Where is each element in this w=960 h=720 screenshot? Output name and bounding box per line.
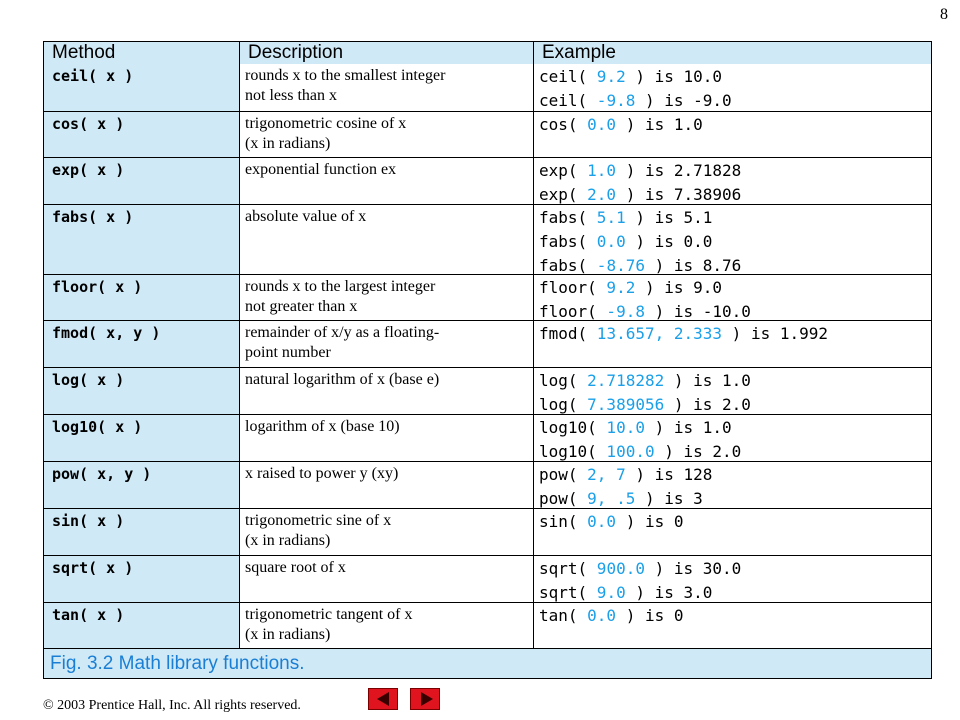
example-cell xyxy=(534,64,931,111)
example-cell xyxy=(534,158,931,204)
example-result: is 1.0 xyxy=(683,371,751,390)
example-function: fabs( xyxy=(539,256,588,275)
example-arguments: 2.0 xyxy=(577,185,626,204)
example-close-paren: ) xyxy=(673,371,684,390)
example-arguments: 13.657, 2.333 xyxy=(587,324,732,343)
description-line: point number xyxy=(245,344,331,361)
method-cell: sqrt( x ) xyxy=(44,556,240,602)
example-result: is 8.76 xyxy=(664,256,742,275)
example-close-paren: ) xyxy=(625,512,636,531)
description-cell xyxy=(240,158,534,204)
description-line: natural logarithm of x (base e) xyxy=(245,371,440,388)
example-result: is 1.0 xyxy=(635,115,703,134)
description-cell xyxy=(240,462,534,508)
example-function: exp( xyxy=(539,185,578,204)
description-line: (x in radians) xyxy=(245,135,331,152)
example-close-paren: ) xyxy=(654,256,665,275)
example-cell xyxy=(534,415,931,461)
example-result: is 2.0 xyxy=(683,395,751,414)
description-cell xyxy=(240,205,534,274)
example-close-paren: ) xyxy=(654,302,665,321)
example-close-paren: ) xyxy=(635,232,645,251)
example-arguments: 9.2 xyxy=(587,67,636,86)
header-description: Description xyxy=(240,42,534,64)
example-line xyxy=(539,393,931,417)
description-cell xyxy=(240,415,534,461)
table-header xyxy=(44,42,931,64)
example-line xyxy=(539,416,931,440)
example-result: is 0.0 xyxy=(644,232,713,251)
method-cell: pow( x, y ) xyxy=(44,462,240,508)
example-function: exp( xyxy=(539,161,578,180)
method-cell: sin( x ) xyxy=(44,509,240,555)
example-cell xyxy=(534,368,931,414)
description-cell xyxy=(240,112,534,157)
example-line xyxy=(539,604,931,628)
example-function: fabs( xyxy=(539,208,588,227)
description-line: logarithm of x (base 10) xyxy=(245,418,400,435)
description-line: rounds x to the smallest integer xyxy=(245,67,446,84)
example-close-paren: ) xyxy=(654,418,665,437)
figure-caption: Fig. 3.2 Math library functions. xyxy=(44,648,931,678)
example-result: is 3 xyxy=(654,489,703,508)
description-cell xyxy=(240,321,534,367)
right-arrow-icon xyxy=(421,692,433,706)
example-line xyxy=(539,65,931,89)
example-result: is 10.0 xyxy=(644,67,723,86)
example-arguments: 9, .5 xyxy=(577,489,645,508)
example-function: sqrt( xyxy=(539,559,588,578)
example-cell xyxy=(534,205,931,274)
description-cell xyxy=(240,509,534,555)
description-line: trigonometric cosine of x xyxy=(245,115,407,132)
example-line xyxy=(539,369,931,393)
table-row xyxy=(44,602,931,648)
description-line: square root of x xyxy=(245,559,346,576)
example-function: floor( xyxy=(539,278,597,297)
example-arguments: -8.76 xyxy=(587,256,655,275)
example-arguments: 9.0 xyxy=(587,583,636,602)
example-close-paren: ) xyxy=(635,583,645,602)
page-number: 8 xyxy=(940,6,948,23)
method-cell: log10( x ) xyxy=(44,415,240,461)
example-close-paren: ) xyxy=(664,442,674,461)
example-close-paren: ) xyxy=(673,395,684,414)
example-arguments: 0.0 xyxy=(577,606,626,625)
example-result: is 7.38906 xyxy=(635,185,742,204)
description-line: not greater than x xyxy=(245,298,358,315)
example-line xyxy=(539,113,931,137)
example-function: sqrt( xyxy=(539,583,588,602)
example-line xyxy=(539,159,931,183)
copyright-footer: © 2003 Prentice Hall, Inc. All rights reserved. xyxy=(43,698,301,713)
example-result: is 1.0 xyxy=(664,418,732,437)
example-result: is 30.0 xyxy=(664,559,742,578)
description-line: remainder of x/y as a floating- xyxy=(245,324,440,341)
example-arguments: -9.8 xyxy=(596,302,655,321)
example-result: is 2.0 xyxy=(673,442,742,461)
description-cell xyxy=(240,64,534,111)
description-cell xyxy=(240,603,534,648)
example-function: sin( xyxy=(539,512,578,531)
example-close-paren: ) xyxy=(644,91,655,110)
description-line: x raised to power y (xy) xyxy=(245,465,399,482)
example-result: is 0 xyxy=(635,606,684,625)
method-cell: fmod( x, y ) xyxy=(44,321,240,367)
example-result: is 3.0 xyxy=(644,583,713,602)
example-arguments: 2, 7 xyxy=(577,465,636,484)
example-cell xyxy=(534,112,931,157)
example-close-paren: ) xyxy=(635,465,645,484)
previous-slide-button[interactable] xyxy=(368,688,398,710)
example-close-paren: ) xyxy=(635,208,645,227)
math-functions-table xyxy=(43,41,932,679)
table-row xyxy=(44,555,931,602)
description-line: (x in radians) xyxy=(245,532,331,549)
example-arguments: -9.8 xyxy=(587,91,645,110)
example-line xyxy=(539,581,931,605)
example-result: is 5.1 xyxy=(644,208,713,227)
example-result: is 2.71828 xyxy=(635,161,742,180)
example-close-paren: ) xyxy=(625,185,636,204)
table-row xyxy=(44,320,931,367)
example-function: pow( xyxy=(539,465,578,484)
table-row xyxy=(44,367,931,414)
next-slide-button[interactable] xyxy=(410,688,440,710)
table-row xyxy=(44,461,931,508)
example-line xyxy=(539,322,931,346)
example-arguments: 100.0 xyxy=(596,442,665,461)
description-line: absolute value of x xyxy=(245,208,367,225)
description-cell xyxy=(240,275,534,320)
example-cell xyxy=(534,556,931,602)
example-close-paren: ) xyxy=(625,161,636,180)
table-row xyxy=(44,274,931,320)
method-cell: ceil( x ) xyxy=(44,64,240,111)
example-function: pow( xyxy=(539,489,578,508)
description-line: not less than x xyxy=(245,87,337,104)
example-line xyxy=(539,183,931,207)
description-line: trigonometric tangent of x xyxy=(245,606,413,623)
example-line xyxy=(539,440,931,464)
example-function: cos( xyxy=(539,115,578,134)
description-line: (x in radians) xyxy=(245,626,331,643)
example-arguments: 7.389056 xyxy=(577,395,674,414)
header-example: Example xyxy=(542,42,616,63)
table-row xyxy=(44,157,931,204)
example-function: log( xyxy=(539,371,578,390)
table-row xyxy=(44,508,931,555)
method-cell: tan( x ) xyxy=(44,603,240,648)
example-arguments: 5.1 xyxy=(587,208,636,227)
example-line xyxy=(539,463,931,487)
description-cell xyxy=(240,368,534,414)
example-function: fmod( xyxy=(539,324,588,343)
example-result: is 128 xyxy=(644,465,713,484)
example-close-paren: ) xyxy=(731,324,742,343)
example-cell xyxy=(534,509,931,555)
example-function: fabs( xyxy=(539,232,588,251)
example-function: ceil( xyxy=(539,67,588,86)
example-arguments: 0.0 xyxy=(577,115,626,134)
example-line xyxy=(539,206,931,230)
table-row xyxy=(44,414,931,461)
example-cell xyxy=(534,275,931,320)
example-arguments: 10.0 xyxy=(596,418,655,437)
method-cell: floor( x ) xyxy=(44,275,240,320)
example-close-paren: ) xyxy=(635,67,645,86)
table-row xyxy=(44,64,931,111)
example-line xyxy=(539,230,931,254)
example-line xyxy=(539,510,931,534)
example-close-paren: ) xyxy=(644,278,655,297)
example-result: is 0 xyxy=(635,512,684,531)
example-close-paren: ) xyxy=(644,489,655,508)
example-arguments: 0.0 xyxy=(577,512,626,531)
table-row xyxy=(44,204,931,274)
example-result: is 9.0 xyxy=(654,278,723,297)
description-line: rounds x to the largest integer xyxy=(245,278,436,295)
example-cell xyxy=(534,462,931,508)
example-arguments: 900.0 xyxy=(587,559,655,578)
example-function: log( xyxy=(539,395,578,414)
method-cell: cos( x ) xyxy=(44,112,240,157)
example-cell xyxy=(534,603,931,648)
example-function: log10( xyxy=(539,442,597,461)
example-arguments: 1.0 xyxy=(577,161,626,180)
example-result: is -9.0 xyxy=(654,91,732,110)
description-cell xyxy=(240,556,534,602)
example-result: is -10.0 xyxy=(664,302,751,321)
left-arrow-icon xyxy=(377,692,389,706)
example-arguments: 9.2 xyxy=(596,278,645,297)
example-result: is 1.992 xyxy=(741,324,829,343)
example-close-paren: ) xyxy=(625,115,636,134)
example-function: log10( xyxy=(539,418,597,437)
example-line xyxy=(539,557,931,581)
header-method: Method xyxy=(44,42,240,64)
example-arguments: 0.0 xyxy=(587,232,636,251)
description-line: trigonometric sine of x xyxy=(245,512,392,529)
example-function: ceil( xyxy=(539,91,588,110)
example-arguments: 2.718282 xyxy=(577,371,674,390)
example-close-paren: ) xyxy=(625,606,636,625)
method-cell: log( x ) xyxy=(44,368,240,414)
description-line: exponential function ex xyxy=(245,161,397,178)
method-cell: exp( x ) xyxy=(44,158,240,204)
example-close-paren: ) xyxy=(654,559,665,578)
example-function: tan( xyxy=(539,606,578,625)
example-line xyxy=(539,89,931,113)
example-function: floor( xyxy=(539,302,597,321)
example-line xyxy=(539,487,931,511)
example-cell xyxy=(534,321,931,367)
method-cell: fabs( x ) xyxy=(44,205,240,274)
example-line xyxy=(539,276,931,300)
table-row xyxy=(44,111,931,157)
